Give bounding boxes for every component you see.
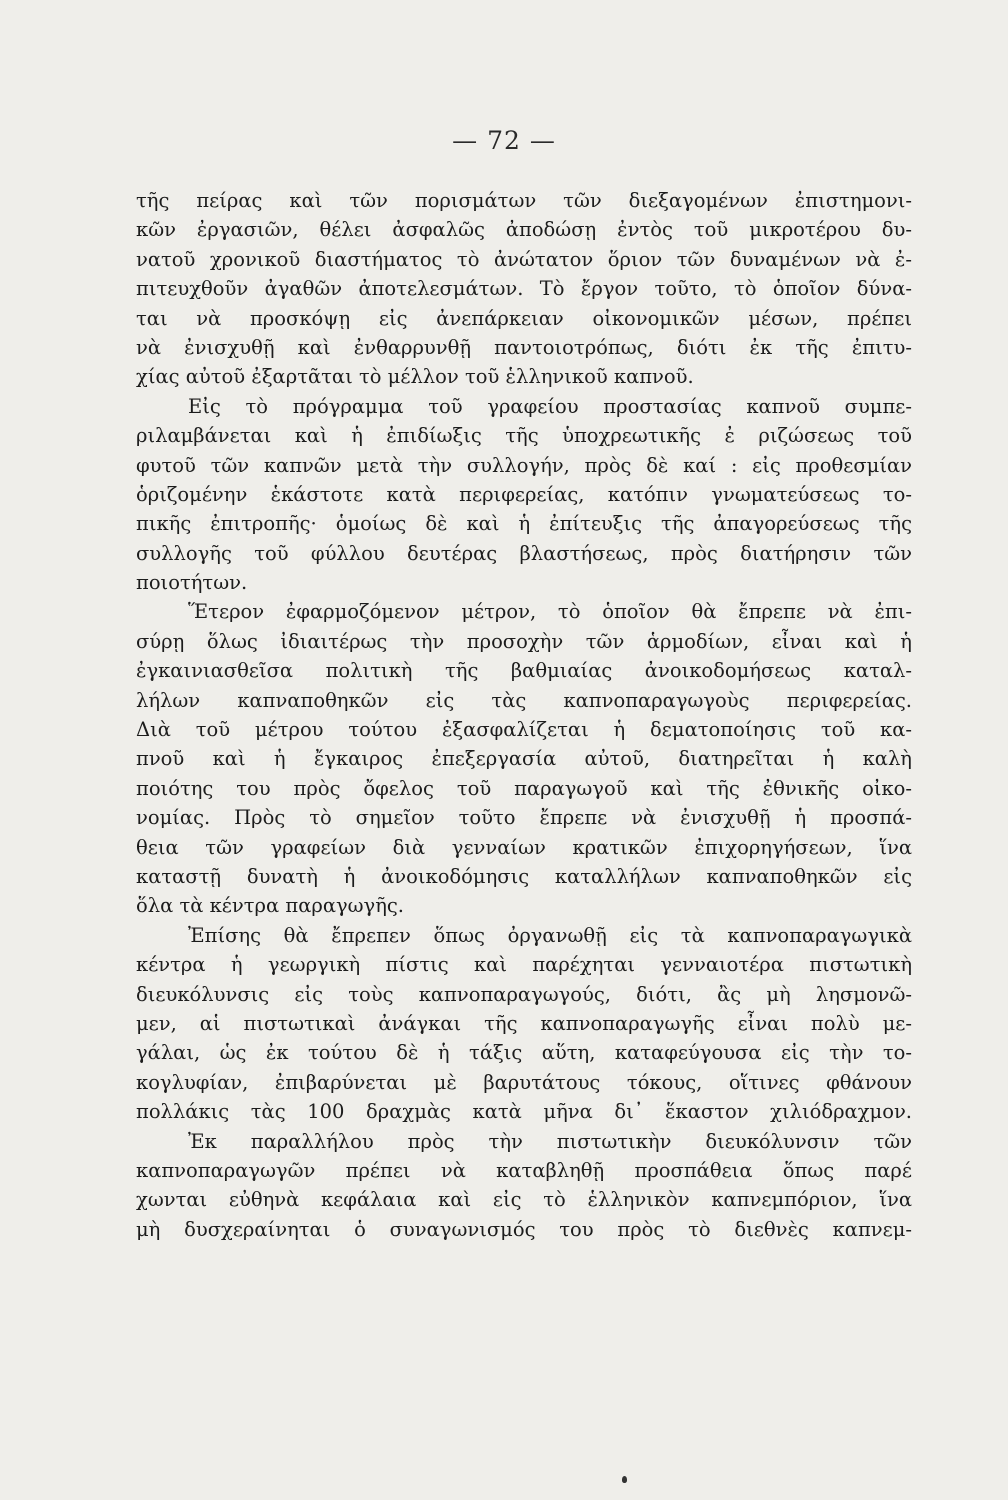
text-line: κῶν ἐργασιῶν, θέλει ἀσφαλῶς ἀποδώσῃ ἐντὸς τοῦ μικροτέρου δυ- — [136, 218, 912, 242]
body-text — [136, 186, 912, 1244]
text-line: συλλογῆς τοῦ φύλλου δευτέρας βλαστήσεως, πρὸς διατήρησιν τῶν — [136, 541, 912, 565]
text-line: ποιοτήτων. — [136, 571, 248, 595]
text-line: νομίας. Πρὸς τὸ σημεῖον τοῦτο ἔπρεπε νὰ ἐνισχυθῇ ἡ προσπά- — [136, 806, 912, 830]
text-line: κογλυφίαν, ἐπιβαρύνεται μὲ βαρυτάτους τόκους, οἵτινες φθάνουν — [136, 1070, 912, 1094]
text-line: τῆς πείρας καὶ τῶν πορισμάτων τῶν διεξαγομένων ἐπιστημονι- — [136, 189, 912, 212]
text-line: φυτοῦ τῶν καπνῶν μετὰ τὴν συλλογήν, πρὸς δὲ καί : εἰς προθεσμίαν — [136, 453, 912, 477]
text-line: ὁριζομένην ἑκάστοτε κατὰ περιφερείας, κατόπιν γνωματεύσεως το- — [136, 482, 912, 506]
text-line: ὅλα τὰ κέντρα παραγωγῆς. — [136, 894, 405, 918]
text-line: καπνοπαραγωγῶν πρέπει νὰ καταβληθῇ προσπάθεια ὅπως παρέ — [136, 1158, 912, 1182]
text-line: ται νὰ προσκόψῃ εἰς ἀνεπάρκειαν οἰκονομικῶν μέσων, πρέπει — [136, 306, 912, 330]
text-line: διευκόλυνσις εἰς τοὺς καπνοπαραγωγούς, διότι, ἂς μὴ λησμονῶ- — [136, 982, 912, 1006]
text-line: χίας αὐτοῦ ἐξαρτᾶται τὸ μέλλον τοῦ ἑλληνικοῦ καπνοῦ. — [136, 365, 694, 389]
ink-dot — [622, 1476, 627, 1483]
text-line: ριλαμβάνεται καὶ ἡ ἐπιδίωξις τῆς ὑποχρεωτικῆς ἐ ριζώσεως τοῦ — [136, 424, 912, 448]
paragraph — [136, 1127, 912, 1245]
text-line: ποιότης του πρὸς ὄφελος τοῦ παραγωγοῦ καὶ τῆς ἐθνικῆς οἰκο- — [136, 776, 912, 800]
text-line: πνοῦ καὶ ἡ ἔγκαιρος ἐπεξεργασία αὐτοῦ, διατηρεῖται ἡ καλὴ — [136, 747, 912, 771]
paragraph — [136, 186, 912, 392]
paragraph — [136, 392, 912, 598]
text-line: καταστῇ δυνατὴ ἡ ἀνοικοδόμησις καταλλήλων καπναποθηκῶν εἰς — [136, 864, 912, 888]
text-line: πολλάκις τὰς 100 δραχμὰς κατὰ μῆνα δι᾽ ἕκαστον χιλιόδραχμον. — [136, 1100, 912, 1124]
text-line: θεια τῶν γραφείων διὰ γενναίων κρατικῶν ἐπιχορηγήσεων, ἵνα — [136, 835, 912, 859]
paragraph — [136, 597, 912, 920]
text-line: Διὰ τοῦ μέτρου τούτου ἐξασφαλίζεται ἡ δεματοποίησις τοῦ κα- — [136, 718, 912, 742]
text-line: Ἐπίσης θὰ ἔπρεπεν ὅπως ὀργανωθῇ εἰς τὰ καπνοπαραγωγικὰ — [188, 923, 912, 947]
text-line: σύρῃ ὅλως ἰδιαιτέρως τὴν προσοχὴν τῶν ἁρμοδίων, εἶναι καὶ ἡ — [136, 629, 912, 653]
text-line: νὰ ἐνισχυθῇ καὶ ἐνθαρρυνθῇ παντοιοτρόπως, διότι ἐκ τῆς ἐπιτυ- — [136, 335, 912, 359]
text-line: Εἰς τὸ πρόγραμμα τοῦ γραφείου προστασίας καπνοῦ συμπε- — [188, 394, 912, 418]
text-line: νατοῦ χρονικοῦ διαστήματος τὸ ἀνώτατον ὅριον τῶν δυναμένων νὰ ἐ- — [136, 247, 912, 271]
page-number: — 72 — — [452, 126, 556, 155]
text-line: Ἕτερον ἐφαρμοζόμενον μέτρον, τὸ ὁποῖον θὰ ἔπρεπε νὰ ἐπι- — [188, 600, 912, 624]
text-line: Ἐκ παραλλήλου πρὸς τὴν πιστωτικὴν διευκόλυνσιν τῶν — [188, 1129, 912, 1153]
text-line: μεν, αἱ πιστωτικαὶ ἀνάγκαι τῆς καπνοπαραγωγῆς εἶναι πολὺ με- — [136, 1011, 912, 1035]
text-line: χωνται εὐθηνὰ κεφάλαια καὶ εἰς τὸ ἑλληνικὸν καπνεμπόριον, ἵνα — [136, 1188, 912, 1212]
text-line: κέντρα ἡ γεωργικὴ πίστις καὶ παρέχηται γενναιοτέρα πιστωτικὴ — [136, 953, 912, 977]
paragraph — [136, 921, 912, 1127]
text-line: μὴ δυσχεραίνηται ὁ συναγωνισμός του πρὸς τὸ διεθνὲς καπνεμ- — [136, 1217, 912, 1241]
text-line: ἐγκαινιασθεῖσα πολιτικὴ τῆς βαθμιαίας ἀνοικοδομήσεως καταλ- — [136, 659, 912, 683]
text-line: πικῆς ἐπιτροπῆς· ὁμοίως δὲ καὶ ἡ ἐπίτευξις τῆς ἀπαγορεύσεως τῆς — [136, 512, 912, 536]
text-line: λήλων καπναποθηκῶν εἰς τὰς καπνοπαραγωγοὺς περιφερείας. — [136, 688, 912, 712]
text-line: πιτευχθοῦν ἀγαθῶν ἀποτελεσμάτων. Τὸ ἔργον τοῦτο, τὸ ὁποῖον δύνα- — [136, 277, 912, 301]
text-line: γάλαι, ὡς ἐκ τούτου δὲ ἡ τάξις αὕτη, καταφεύγουσα εἰς τὴν το- — [136, 1041, 912, 1065]
